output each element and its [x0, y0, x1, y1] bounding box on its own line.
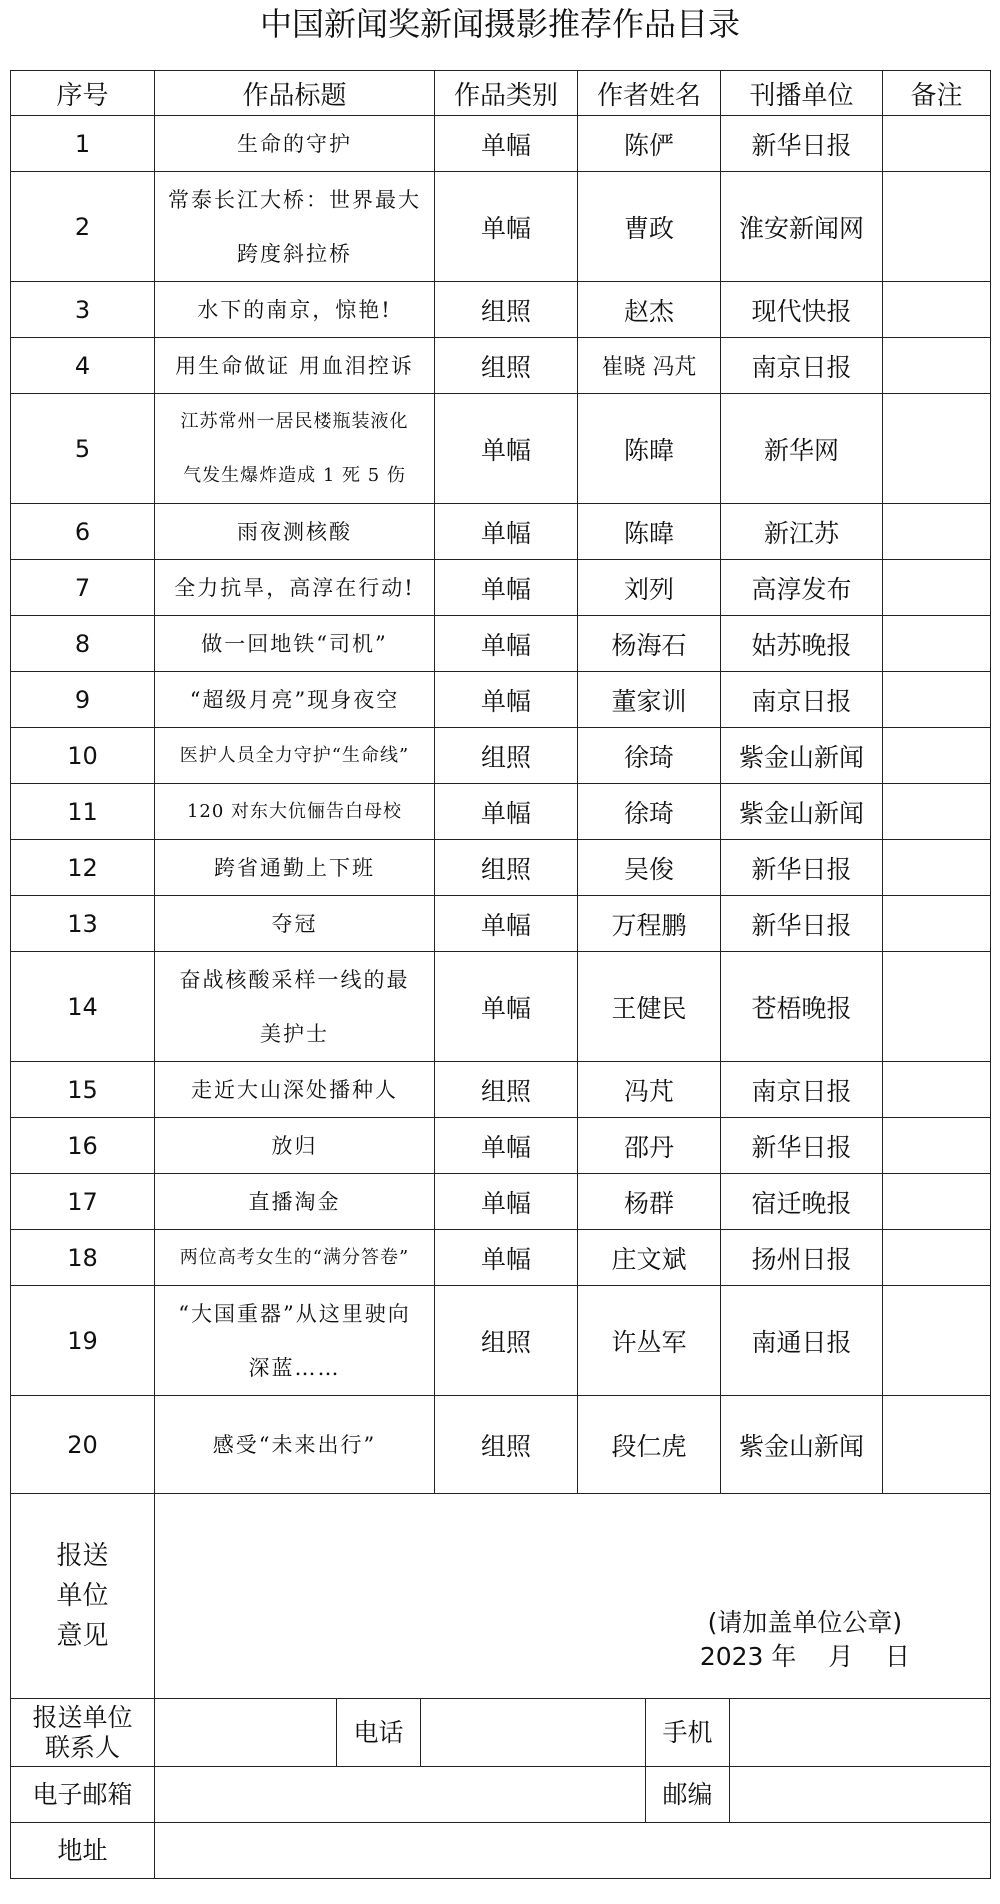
table-row — [11, 952, 991, 1062]
table-row — [11, 840, 991, 896]
email-field[interactable] — [155, 1767, 646, 1823]
row-title — [155, 784, 435, 840]
row-outlet: 新华日报 — [721, 896, 883, 952]
table-row — [11, 616, 991, 672]
header-outlet: 刊播单位 — [721, 71, 883, 116]
row-title-line: 生命的守护 — [237, 131, 352, 156]
row-author: 杨群 — [578, 1174, 721, 1230]
row-note — [883, 394, 991, 504]
row-category: 单幅 — [435, 504, 578, 560]
mobile-label: 手机 — [646, 1699, 730, 1767]
row-author: 陈暐 — [578, 504, 721, 560]
row-serial: 14 — [11, 952, 155, 1062]
header-title: 作品标题 — [155, 71, 435, 116]
header-author: 作者姓名 — [578, 71, 721, 116]
row-author: 庄文斌 — [578, 1230, 721, 1286]
row-author: 段仁虎 — [578, 1396, 721, 1494]
table-row — [11, 338, 991, 394]
mobile-field[interactable] — [730, 1699, 991, 1767]
row-title-line: 气发生爆炸造成 1 死 5 伤 — [183, 464, 406, 486]
opinion-label — [11, 1494, 155, 1699]
row-note — [883, 172, 991, 282]
table-body — [11, 116, 991, 1494]
row-note — [883, 952, 991, 1062]
row-title — [155, 172, 435, 282]
row-serial: 3 — [11, 282, 155, 338]
table-row — [11, 784, 991, 840]
row-title-line: 感受“未来出行” — [212, 1432, 377, 1457]
row-category: 单幅 — [435, 616, 578, 672]
row-outlet: 南京日报 — [721, 672, 883, 728]
row-serial: 7 — [11, 560, 155, 616]
row-serial: 16 — [11, 1118, 155, 1174]
table-row — [11, 1286, 991, 1396]
postcode-label: 邮编 — [646, 1767, 730, 1823]
row-category: 组照 — [435, 840, 578, 896]
row-serial: 6 — [11, 504, 155, 560]
row-serial: 9 — [11, 672, 155, 728]
row-note — [883, 1062, 991, 1118]
row-title-line: 120 对东大伉俪告白母校 — [186, 800, 403, 822]
row-note — [883, 1230, 991, 1286]
row-serial: 12 — [11, 840, 155, 896]
row-outlet: 扬州日报 — [721, 1230, 883, 1286]
row-category: 单幅 — [435, 1174, 578, 1230]
row-category: 组照 — [435, 282, 578, 338]
seal-note-block — [700, 1606, 910, 1674]
email-label: 电子邮箱 — [11, 1767, 155, 1823]
row-author: 吴俊 — [578, 840, 721, 896]
row-outlet: 南京日报 — [721, 338, 883, 394]
row-category: 单幅 — [435, 672, 578, 728]
row-title-line: 江苏常州一居民楼瓶装液化 — [180, 410, 409, 432]
table-header-row — [11, 71, 991, 116]
row-title — [155, 672, 435, 728]
row-title-line: 两位高考女生的“满分答卷” — [179, 1246, 410, 1268]
row-category: 单幅 — [435, 116, 578, 172]
row-outlet: 新华日报 — [721, 116, 883, 172]
row-title — [155, 1286, 435, 1396]
row-serial: 10 — [11, 728, 155, 784]
row-note — [883, 728, 991, 784]
row-author: 杨海石 — [578, 616, 721, 672]
row-title-line: “大国重器”从这里驶向 — [178, 1301, 411, 1326]
row-category: 单幅 — [435, 394, 578, 504]
row-serial: 4 — [11, 338, 155, 394]
opinion-label-line: 报送 — [56, 1541, 109, 1571]
row-note — [883, 338, 991, 394]
table-row — [11, 896, 991, 952]
row-note — [883, 504, 991, 560]
row-outlet: 新华日报 — [721, 1118, 883, 1174]
table-row — [11, 560, 991, 616]
row-title — [155, 560, 435, 616]
row-author: 曹政 — [578, 172, 721, 282]
table-row — [11, 394, 991, 504]
opinion-area[interactable] — [155, 1494, 991, 1699]
row-outlet: 新华日报 — [721, 840, 883, 896]
row-author: 徐琦 — [578, 784, 721, 840]
row-category: 单幅 — [435, 1230, 578, 1286]
table-row — [11, 116, 991, 172]
row-title — [155, 728, 435, 784]
opinion-label-line: 单位 — [56, 1581, 109, 1611]
row-category: 单幅 — [435, 896, 578, 952]
row-author: 董家训 — [578, 672, 721, 728]
row-note — [883, 1286, 991, 1396]
row-outlet: 紫金山新闻 — [721, 784, 883, 840]
row-note — [883, 784, 991, 840]
row-author: 冯芃 — [578, 1062, 721, 1118]
row-category: 组照 — [435, 338, 578, 394]
table-row — [11, 728, 991, 784]
row-note — [883, 840, 991, 896]
row-title-line: 直播淘金 — [248, 1189, 341, 1214]
row-title-line: 深蓝…… — [248, 1355, 341, 1380]
row-category: 单幅 — [435, 784, 578, 840]
table-footer — [11, 1494, 991, 1699]
date-line: 2023 年 月 日 — [699, 1642, 910, 1671]
row-title — [155, 338, 435, 394]
row-title-line: 常泰长江大桥：世界最大 — [168, 187, 421, 212]
address-label: 地址 — [11, 1823, 155, 1879]
row-outlet: 南通日报 — [721, 1286, 883, 1396]
row-serial: 8 — [11, 616, 155, 672]
row-title — [155, 394, 435, 504]
row-outlet: 高淳发布 — [721, 560, 883, 616]
row-title-line: “超级月亮”现身夜空 — [189, 687, 400, 712]
table-row — [11, 1396, 991, 1494]
row-title-line: 全力抗旱，高淳在行动! — [174, 575, 415, 600]
row-outlet: 淮安新闻网 — [721, 172, 883, 282]
phone-label: 电话 — [337, 1699, 421, 1767]
row-title — [155, 1230, 435, 1286]
row-serial: 17 — [11, 1174, 155, 1230]
seal-note: (请加盖单位公章) — [707, 1608, 903, 1637]
row-category: 组照 — [435, 728, 578, 784]
table-row — [11, 282, 991, 338]
row-serial: 11 — [11, 784, 155, 840]
contact-field[interactable] — [155, 1699, 337, 1767]
row-author: 陈俨 — [578, 116, 721, 172]
row-serial: 15 — [11, 1062, 155, 1118]
row-author: 崔晓 冯芃 — [578, 338, 721, 394]
row-title — [155, 504, 435, 560]
row-category: 单幅 — [435, 172, 578, 282]
row-title — [155, 1396, 435, 1494]
row-title-line: 奋战核酸采样一线的最 — [179, 967, 410, 992]
opinion-label-line: 意见 — [56, 1621, 109, 1651]
row-author: 刘列 — [578, 560, 721, 616]
row-author: 徐琦 — [578, 728, 721, 784]
row-serial: 1 — [11, 116, 155, 172]
works-table — [10, 70, 991, 1699]
table-row — [11, 672, 991, 728]
row-title — [155, 896, 435, 952]
row-serial: 13 — [11, 896, 155, 952]
row-title — [155, 1174, 435, 1230]
row-outlet: 新华网 — [721, 394, 883, 504]
row-title-line: 做一回地铁“司机” — [201, 631, 388, 656]
row-serial: 18 — [11, 1230, 155, 1286]
row-note — [883, 282, 991, 338]
row-serial: 2 — [11, 172, 155, 282]
row-title — [155, 1118, 435, 1174]
row-note — [883, 672, 991, 728]
row-category: 组照 — [435, 1062, 578, 1118]
row-title-line: 跨度斜拉桥 — [237, 241, 352, 266]
row-title-line: 用生命做证 用血泪控诉 — [175, 353, 414, 378]
row-outlet: 宿迁晚报 — [721, 1174, 883, 1230]
row-author: 万程鹏 — [578, 896, 721, 952]
row-outlet: 姑苏晚报 — [721, 616, 883, 672]
postcode-field[interactable] — [730, 1767, 991, 1823]
header-category: 作品类别 — [435, 71, 578, 116]
row-title — [155, 952, 435, 1062]
row-note — [883, 560, 991, 616]
row-author: 邵丹 — [578, 1118, 721, 1174]
address-field[interactable] — [155, 1823, 991, 1879]
row-serial: 5 — [11, 394, 155, 504]
row-note — [883, 1396, 991, 1494]
row-title-line: 美护士 — [260, 1021, 329, 1046]
contact-label — [11, 1699, 155, 1767]
row-title-line: 夺冠 — [271, 911, 318, 936]
row-title-line: 放归 — [271, 1133, 318, 1158]
row-serial: 20 — [11, 1396, 155, 1494]
contact-label-line: 联系人 — [44, 1732, 120, 1762]
row-author: 陈暐 — [578, 394, 721, 504]
row-title-line: 医护人员全力守护“生命线” — [179, 744, 410, 766]
row-title — [155, 282, 435, 338]
row-category: 单幅 — [435, 560, 578, 616]
row-note — [883, 896, 991, 952]
phone-field[interactable] — [421, 1699, 646, 1767]
table-row — [11, 1118, 991, 1174]
row-title-line: 雨夜测核酸 — [237, 519, 352, 544]
table-row — [11, 1174, 991, 1230]
table-row — [11, 172, 991, 282]
document-title: 中国新闻奖新闻摄影推荐作品目录 — [259, 5, 740, 43]
row-category: 单幅 — [435, 952, 578, 1062]
header-serial: 序号 — [11, 71, 155, 116]
contact-table — [10, 1698, 991, 1879]
row-title-line: 跨省通勤上下班 — [214, 855, 375, 880]
row-category: 组照 — [435, 1396, 578, 1494]
row-title-line: 走近大山深处播种人 — [191, 1077, 398, 1102]
row-author: 赵杰 — [578, 282, 721, 338]
row-note — [883, 616, 991, 672]
table-row — [11, 1230, 991, 1286]
row-author: 王健民 — [578, 952, 721, 1062]
row-serial: 19 — [11, 1286, 155, 1396]
row-note — [883, 116, 991, 172]
row-note — [883, 1174, 991, 1230]
table-row — [11, 1062, 991, 1118]
row-outlet: 苍梧晚报 — [721, 952, 883, 1062]
row-title — [155, 616, 435, 672]
row-outlet: 紫金山新闻 — [721, 1396, 883, 1494]
row-title — [155, 1062, 435, 1118]
header-note: 备注 — [883, 71, 991, 116]
row-outlet: 紫金山新闻 — [721, 728, 883, 784]
row-outlet: 现代快报 — [721, 282, 883, 338]
row-category: 组照 — [435, 1286, 578, 1396]
row-title — [155, 840, 435, 896]
table-row — [11, 504, 991, 560]
row-note — [883, 1118, 991, 1174]
row-outlet: 南京日报 — [721, 1062, 883, 1118]
row-title-line: 水下的南京，惊艳! — [197, 297, 392, 322]
row-category: 单幅 — [435, 1118, 578, 1174]
contact-label-line: 报送单位 — [32, 1702, 133, 1732]
row-outlet: 新江苏 — [721, 504, 883, 560]
row-author: 许丛军 — [578, 1286, 721, 1396]
row-title — [155, 116, 435, 172]
